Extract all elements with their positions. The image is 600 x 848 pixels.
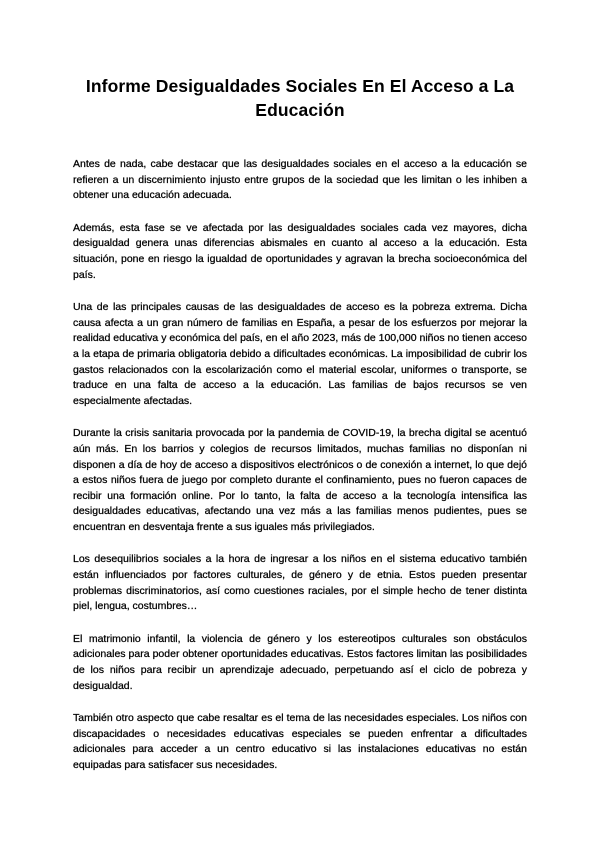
paragraph-extreme-poverty: Una de las principales causas de las desigualdades de acceso es la pobreza extrema. Dicha causa afecta a un gran número de familias en España, a pesar de los esfuerzos por mejorar la realidad educativa y económica del país, en el año 2023, más de 100,000 niños no tienen acceso a la etapa de primaria obligatoria debido a dificultades económicas. La imposibilidad de cubrir los gastos relacionados con la escolarización como el material escolar, uniformes o transporte, se traduce en una falta de acceso a la educación. Las familias de bajos recursos se ven especialmente afectadas. (73, 301, 527, 407)
document-body (73, 157, 527, 791)
document-title: Informe Desigualdades Sociales En El Acceso a La Educación (85, 76, 515, 120)
paragraph-introduction: Antes de nada, cabe destacar que las desigualdades sociales en el acceso a la educación se refieren a un discernimiento injusto entre grupos de la sociedad que les limitan o les inhiben a obtener una educación adecuada. (73, 158, 527, 202)
paragraph-digital-divide: Durante la crisis sanitaria provocada por la pandemia de COVID-19, la brecha digital se acentuó aún más. En los barrios y colegios de recursos limitados, muchas familias no disponían ni disponen a día de hoy de acceso a dispositivos electrónicos o de conexión a internet, lo que dejó a estos niños fuera de juego por completo durante el confinamiento, pues no fueron capaces de recibir una formación online. Por lo tanto, la falta de acceso a la tecnología intensifica las desigualdades educativas, afectando una vez más a las familias menos pudientes, pues se encuentran en desventaja frente a sus iguales más privilegiados. (73, 427, 527, 533)
paragraph-growing-inequality: Además, esta fase se ve afectada por las desigualdades sociales cada vez mayores, dicha desigualdad genera unas diferencias abismales en cuanto al acceso a la educación. Esta situación, pone en riesgo la igualdad de oportunidades y agravan la brecha socioeconómica del país. (73, 221, 527, 281)
paragraph-child-marriage: El matrimonio infantil, la violencia de género y los estereotipos culturales son obstáculos adicionales para poder obtener oportunidades educativas. Estos factores limitan las posibilidades de los niños para recibir un aprendizaje adecuado, perpetuando así el ciclo de pobreza y desigualdad. (73, 632, 527, 692)
paragraph-cultural-factors: Los desequilibrios sociales a la hora de ingresar a los niños en el sistema educativo también están influenciados por factores culturales, de género y de etnia. Estos pueden presentar problemas discriminatorios, así como cuestiones raciales, por el simple hecho de tener distinta piel, lengua, costumbres… (73, 553, 527, 613)
paragraph-special-needs: También otro aspecto que cabe resaltar es el tema de las necesidades especiales. Los niños con discapacidades o necesidades educativas especiales se pueden enfrentar a dificultades adicionales para acceder a un centro educativo si las instalaciones educativas no están equipadas para satisfacer sus necesidades. (73, 712, 527, 771)
